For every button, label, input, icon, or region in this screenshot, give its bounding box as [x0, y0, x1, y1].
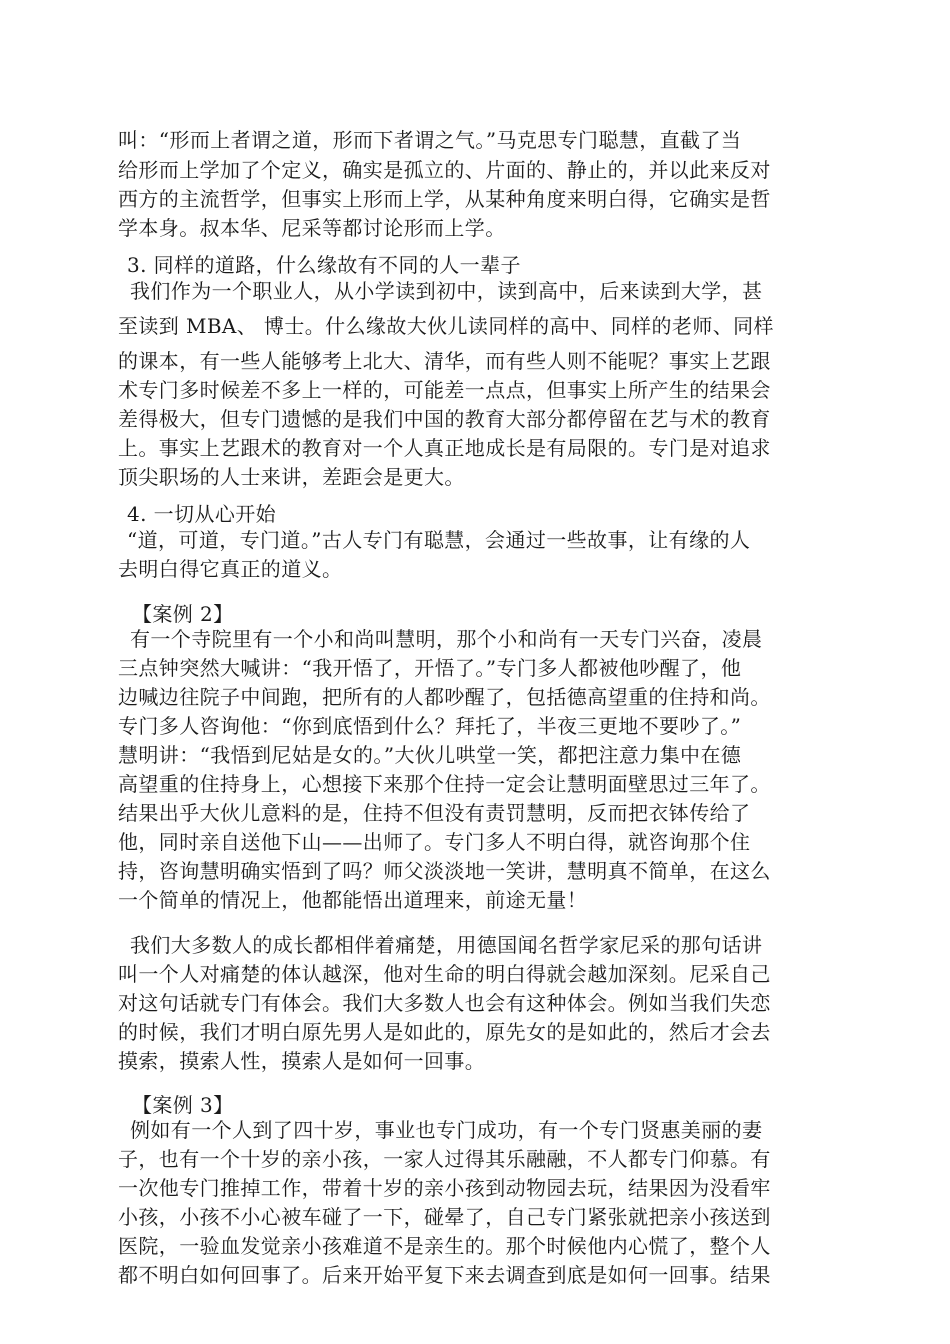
paragraph-line: 顶尖职场的人士来讲，差距会是更大。: [118, 465, 465, 489]
paragraph-line: 叫：“形而上者谓之道，形而下者谓之气。”马克思专门聪慧，直截了当: [118, 128, 742, 152]
paragraph-line: 三点钟突然大喊讲：“我开悟了，开悟了。”专门多人都被他吵醒了，他: [118, 656, 742, 680]
paragraph-line: 给形而上学加了个定义，确实是孤立的、片面的、静止的，并以此来反对: [118, 158, 771, 182]
paragraph-line: 慧明讲：“我悟到尼姑是女的。”大伙儿哄堂一笑，都把注意力集中在德: [118, 743, 742, 767]
paragraph-line: 摸索，摸索人性，摸索人是如何一回事。: [118, 1049, 486, 1073]
paragraph-line: 一次他专门推掉工作，带着十岁的亲小孩到动物园去玩，结果因为没看牢: [118, 1176, 771, 1200]
paragraph-line: 去明白得它真正的道义。: [118, 557, 343, 581]
paragraph-line: 差得极大，但专门遗憾的是我们中国的教育大部分都停留在艺与术的教育: [118, 407, 771, 431]
paragraph-line: 持，咨询慧明确实悟到了吗？师父淡淡地一笑讲，慧明真不简单，在这么: [118, 859, 771, 883]
paragraph-line: 高望重的住持身上，心想接下来那个住持一定会让慧明面壁思过三年了。: [118, 772, 771, 796]
paragraph-line: 小孩，小孩不小心被车碰了一下，碰晕了，自己专门紧张就把亲小孩送到: [118, 1205, 771, 1229]
paragraph-line: 子，也有一个十岁的亲小孩，一家人过得其乐融融，不人都专门仰慕。有: [118, 1147, 771, 1171]
case-heading: 【案例 3】: [132, 1093, 234, 1117]
paragraph-line: 有一个寺院里有一个小和尚叫慧明，那个小和尚有一天专门兴奋，凌晨: [130, 627, 763, 651]
paragraph-line: 一个简单的情况上，他都能悟出道理来，前途无量！: [118, 888, 588, 912]
paragraph-line: 他，同时亲自送他下山——出师了。专门多人不明白得，就咨询那个住: [118, 830, 751, 854]
paragraph-line: “道，可道，专门道。”古人专门有聪慧，会通过一些故事，让有缘的人: [127, 528, 751, 552]
section-heading: 4. 一切从心开始: [127, 502, 277, 526]
paragraph-line: 术专门多时候差不多上一样的，可能差一点点，但事实上所产生的结果会: [118, 378, 771, 402]
paragraph-line: 都不明白如何回事了。后来开始平复下来去调查到底是如何一回事。结果: [118, 1263, 771, 1287]
case-heading: 【案例 2】: [132, 602, 234, 626]
paragraph-line: 的课本，有一些人能够考上北大、清华，而有些人则不能呢？事实上艺跟: [118, 349, 771, 373]
paragraph-line: 西方的主流哲学，但事实上形而上学，从某种角度来明白得，它确实是哲: [118, 187, 771, 211]
paragraph-line: 专门多人咨询他：“你到底悟到什么？拜托了，半夜三更地不要吵了。”: [118, 714, 742, 738]
paragraph-line: 的时候，我们才明白原先男人是如此的，原先女的是如此的，然后才会去: [118, 1020, 771, 1044]
section-heading: 3. 同样的道路，什么缘故有不同的人一辈子: [127, 253, 521, 277]
paragraph-line: 结果出乎大伙儿意料的是，住持不但没有责罚慧明，反而把衣钵传给了: [118, 801, 751, 825]
paragraph-line: 边喊边往院子中间跑，把所有的人都吵醒了，包括德高望重的住持和尚。: [118, 685, 771, 709]
paragraph-line: 叫一个人对痛楚的体认越深，他对生命的明白得就会越加深刻。尼采自己: [118, 962, 771, 986]
paragraph-line: 至读到 MBA、 博士。什么缘故大伙儿读同样的高中、同样的老师、同样: [118, 314, 774, 338]
paragraph-line: 上。事实上艺跟术的教育对一个人真正地成长是有局限的。专门是对追求: [118, 436, 771, 460]
paragraph-line: 学本身。叔本华、尼采等都讨论形而上学。: [118, 216, 506, 240]
paragraph-line: 我们作为一个职业人，从小学读到初中，读到高中，后来读到大学，甚: [130, 279, 763, 303]
paragraph-line: 医院，一验血发觉亲小孩难道不是亲生的。那个时候他内心慌了，整个人: [118, 1234, 771, 1258]
paragraph-line: 对这句话就专门有体会。我们大多数人也会有这种体会。例如当我们失恋: [118, 991, 771, 1015]
paragraph-line: 例如有一个人到了四十岁，事业也专门成功，有一个专门贤惠美丽的妻: [130, 1118, 763, 1142]
paragraph-line: 我们大多数人的成长都相伴着痛楚，用德国闻名哲学家尼采的那句话讲: [130, 933, 763, 957]
